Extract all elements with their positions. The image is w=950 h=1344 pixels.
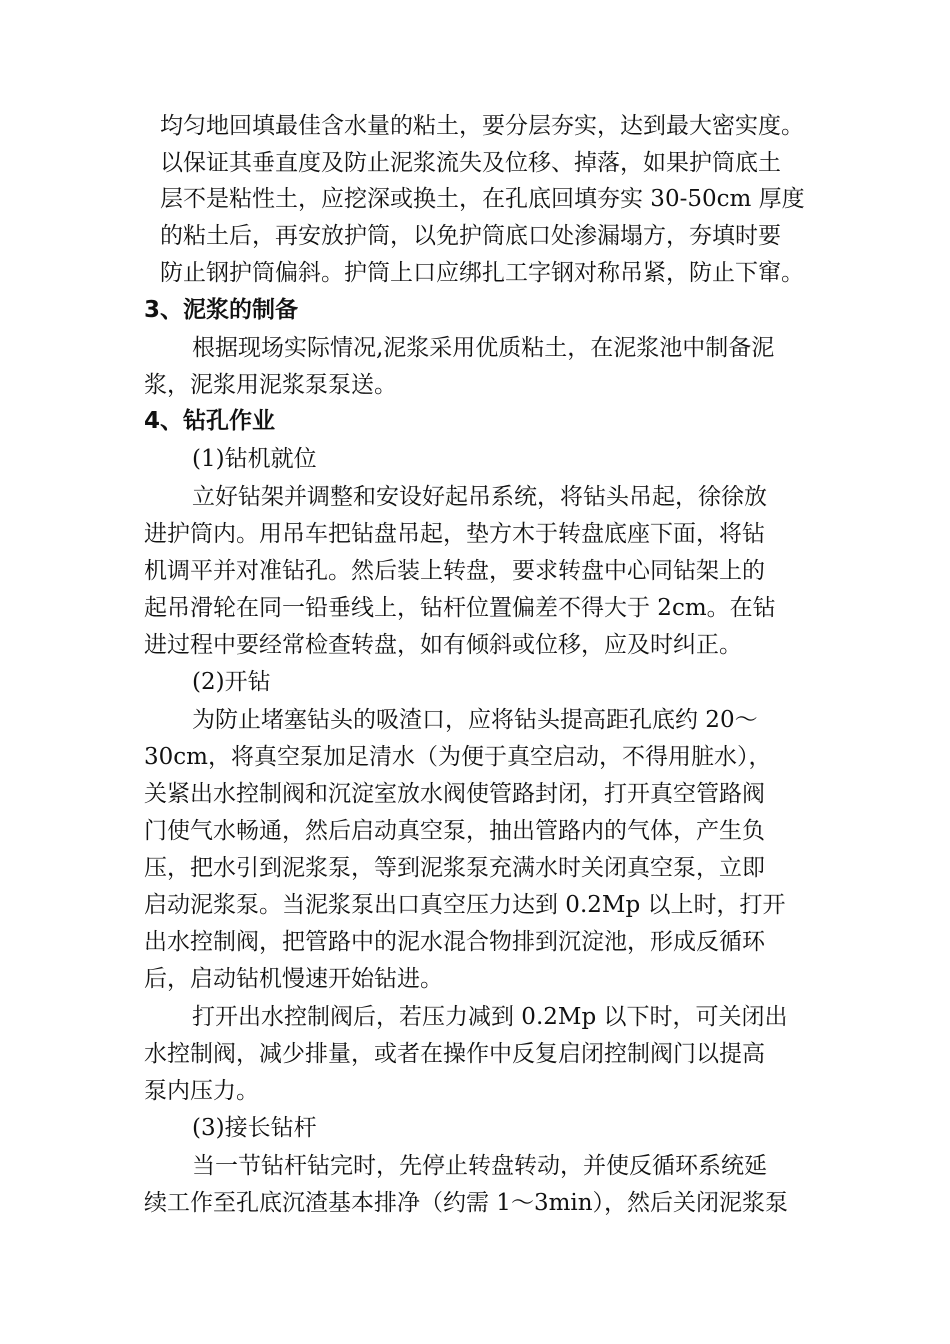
body-line: 启动泥浆泵。当泥浆泵出口真空压力达到 0.2Mp 以上时，打开 — [144, 892, 786, 918]
body-line: 泵内压力。 — [144, 1078, 259, 1104]
subsection-heading: (2)开钻 — [192, 669, 271, 695]
body-line: 打开出水控制阀后，若压力减到 0.2Mp 以下时，可关闭出 — [192, 1004, 788, 1030]
body-line: 水控制阀，减少排量，或者在操作中反复启闭控制阀门以提高 — [144, 1041, 765, 1067]
body-line: 当一节钻杆钻完时，先停止转盘转动，并使反循环系统延 — [192, 1153, 767, 1179]
body-line: 续工作至孔底沉渣基本排净（约需 1～3min），然后关闭泥浆泵 — [144, 1190, 789, 1216]
body-line: 30cm，将真空泵加足清水（为便于真空启动，不得用脏水）， — [144, 744, 772, 770]
section-heading: 3、泥浆的制备 — [144, 297, 299, 323]
body-line: 的粘土后，再安放护筒，以免护筒底口处渗漏塌方，夯填时要 — [160, 223, 781, 249]
body-line: 防止钢护筒偏斜。护筒上口应绑扎工字钢对称吊紧，防止下窜。 — [160, 260, 804, 286]
section-heading: 4、钻孔作业 — [144, 408, 276, 434]
body-line: 浆，泥浆用泥浆泵泵送。 — [144, 372, 397, 398]
body-line: 以保证其垂直度及防止泥浆流失及位移、掉落，如果护筒底土 — [160, 150, 781, 176]
body-line: 压，把水引到泥浆泵，等到泥浆泵充满水时关闭真空泵，立即 — [144, 855, 765, 881]
subsection-heading: (1)钻机就位 — [192, 446, 317, 472]
body-line: 后，启动钻机慢速开始钻进。 — [144, 966, 443, 992]
body-line: 均匀地回填最佳含水量的粘土，要分层夯实，达到最大密实度。 — [160, 113, 804, 139]
body-line: 起吊滑轮在同一铅垂线上，钻杆位置偏差不得大于 2cm。在钻 — [144, 595, 776, 621]
body-line: 为防止堵塞钻头的吸渣口，应将钻头提高距孔底约 20～ — [192, 707, 758, 733]
body-line: 出水控制阀，把管路中的泥水混合物排到沉淀池，形成反循环 — [144, 929, 765, 955]
body-line: 门使气水畅通，然后启动真空泵，抽出管路内的气体，产生负 — [144, 818, 765, 844]
body-line: 进过程中要经常检查转盘，如有倾斜或位移，应及时纠正。 — [144, 632, 742, 658]
body-line: 进护筒内。用吊车把钻盘吊起，垫方木于转盘底座下面，将钻 — [144, 521, 765, 547]
body-line: 关紧出水控制阀和沉淀室放水阀使管路封闭，打开真空管路阀 — [144, 781, 765, 807]
subsection-heading: (3)接长钻杆 — [192, 1115, 317, 1141]
body-line: 层不是粘性土，应挖深或换土，在孔底回填夯实 30-50cm 厚度 — [160, 186, 805, 212]
body-line: 立好钻架并调整和安设好起吊系统，将钻头吊起，徐徐放 — [192, 484, 767, 510]
body-line: 根据现场实际情况,泥浆采用优质粘土，在泥浆池中制备泥 — [192, 335, 775, 361]
body-line: 机调平并对准钻孔。然后装上转盘，要求转盘中心同钻架上的 — [144, 558, 765, 584]
